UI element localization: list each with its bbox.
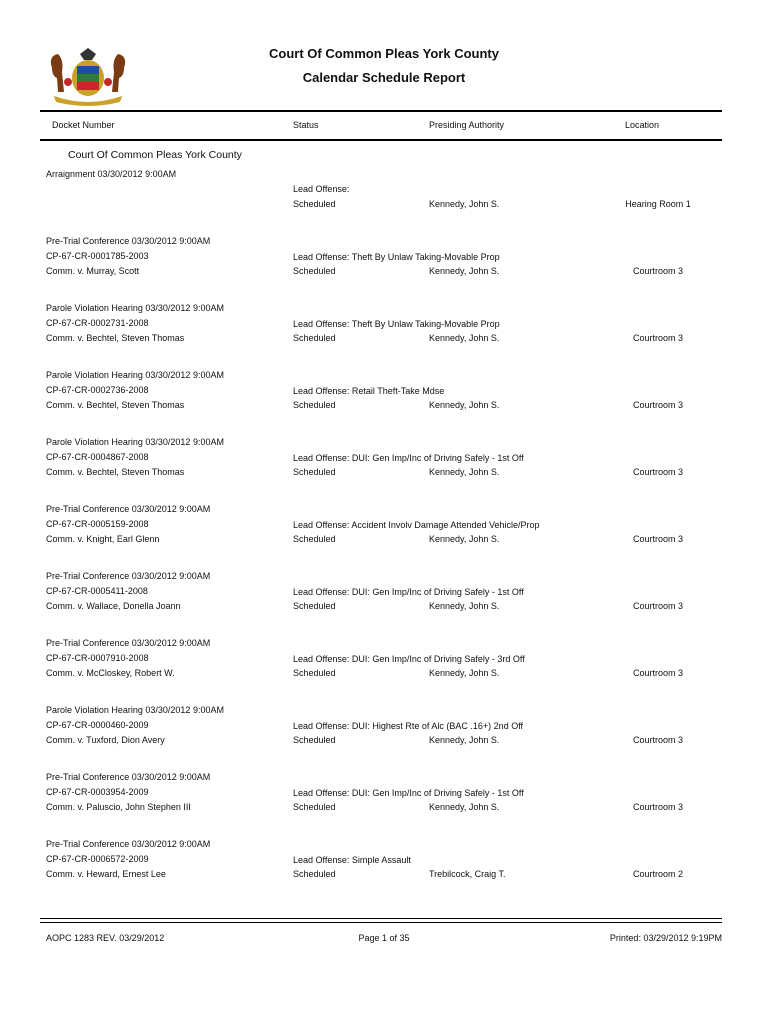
entry-lead-offense: Lead Offense: Theft By Unlaw Taking-Movable Prop (293, 319, 500, 329)
entry-event: Pre-Trial Conference 03/30/2012 9:00AM (46, 772, 211, 782)
entry-lead-offense: Lead Offense: DUI: Gen Imp/Inc of Driving Safely - 1st Off (293, 587, 524, 597)
entry-defendant: Comm. v. McCloskey, Robert W. (46, 668, 175, 678)
entry-presiding-authority: Kennedy, John S. (429, 199, 500, 209)
entry-lead-offense: Lead Offense: (293, 184, 350, 194)
footer-printed-date: Printed: 03/29/2012 9:19PM (609, 933, 722, 943)
entry-status: Scheduled (293, 735, 336, 745)
entry-location: Hearing Room 1 (625, 199, 691, 209)
entry-status: Scheduled (293, 668, 336, 678)
entry-event: Pre-Trial Conference 03/30/2012 9:00AM (46, 839, 211, 849)
entry-status: Scheduled (293, 802, 336, 812)
entry-location: Courtroom 3 (632, 601, 684, 611)
entry-event: Parole Violation Hearing 03/30/2012 9:00AM (46, 303, 224, 313)
entry-status: Scheduled (293, 266, 336, 276)
entry-location: Courtroom 3 (632, 735, 684, 745)
entry-event: Pre-Trial Conference 03/30/2012 9:00AM (46, 638, 211, 648)
entry-docket-number: CP-67-CR-0002736-2008 (46, 385, 149, 395)
entry-lead-offense: Lead Offense: Retail Theft-Take Mdse (293, 386, 445, 396)
entry-defendant: Comm. v. Bechtel, Steven Thomas (46, 467, 185, 477)
entry-lead-offense: Lead Offense: Simple Assault (293, 855, 411, 865)
entry-status: Scheduled (293, 601, 336, 611)
entry-location: Courtroom 3 (632, 400, 684, 410)
entry-presiding-authority: Kennedy, John S. (429, 400, 500, 410)
report-court-title: Court Of Common Pleas York County (269, 46, 499, 61)
entry-defendant: Comm. v. Knight, Earl Glenn (46, 534, 160, 544)
entry-event: Pre-Trial Conference 03/30/2012 9:00AM (46, 236, 211, 246)
entry-presiding-authority: Kennedy, John S. (429, 534, 500, 544)
entry-docket-number: CP-67-CR-0006572-2009 (46, 854, 149, 864)
entry-docket-number: CP-67-CR-0005159-2008 (46, 519, 149, 529)
footer-rule-1 (40, 918, 722, 919)
entry-status: Scheduled (293, 400, 336, 410)
entry-event: Arraignment 03/30/2012 9:00AM (46, 169, 177, 179)
entry-presiding-authority: Trebilcock, Craig T. (429, 869, 506, 879)
entry-location: Courtroom 3 (632, 266, 684, 276)
entry-location: Courtroom 3 (632, 534, 684, 544)
entry-lead-offense: Lead Offense: DUI: Highest Rte of Alc (BAC .16+) 2nd Off (293, 721, 524, 731)
entry-presiding-authority: Kennedy, John S. (429, 668, 500, 678)
entry-lead-offense: Lead Offense: DUI: Gen Imp/Inc of Driving Safely - 3rd Off (293, 654, 525, 664)
column-header-location: Location (625, 120, 660, 130)
entry-location: Courtroom 3 (632, 333, 684, 343)
entry-docket-number: CP-67-CR-0000460-2009 (46, 720, 149, 730)
entry-lead-offense: Lead Offense: Accident Involv Damage Attended Vehicle/Prop (293, 520, 540, 530)
court-section-heading: Court Of Common Pleas York County (68, 149, 242, 161)
entry-status: Scheduled (293, 333, 336, 343)
entry-presiding-authority: Kennedy, John S. (429, 266, 500, 276)
entry-defendant: Comm. v. Wallace, Donella Joann (46, 601, 181, 611)
entry-presiding-authority: Kennedy, John S. (429, 601, 500, 611)
entry-docket-number: CP-67-CR-0003954-2009 (46, 787, 149, 797)
entry-docket-number: CP-67-CR-0007910-2008 (46, 653, 149, 663)
entry-defendant: Comm. v. Bechtel, Steven Thomas (46, 333, 185, 343)
entry-defendant: Comm. v. Paluscio, John Stephen III (46, 802, 191, 812)
entry-event: Parole Violation Hearing 03/30/2012 9:00AM (46, 437, 224, 447)
entry-location: Courtroom 3 (632, 668, 684, 678)
report-title: Calendar Schedule Report (302, 70, 466, 85)
entry-docket-number: CP-67-CR-0002731-2008 (46, 318, 149, 328)
entry-docket-number: CP-67-CR-0005411-2008 (46, 586, 148, 596)
footer-rule-2 (40, 922, 722, 923)
entry-status: Scheduled (293, 534, 336, 544)
entry-event: Parole Violation Hearing 03/30/2012 9:00AM (46, 705, 224, 715)
entry-status: Scheduled (293, 869, 336, 879)
entry-event: Parole Violation Hearing 03/30/2012 9:00AM (46, 370, 224, 380)
entry-docket-number: CP-67-CR-0004867-2008 (46, 452, 149, 462)
entry-presiding-authority: Kennedy, John S. (429, 735, 500, 745)
entry-status: Scheduled (293, 467, 336, 477)
footer-page-number: Page 1 of 35 (358, 933, 410, 943)
entry-location: Courtroom 2 (632, 869, 684, 879)
entry-presiding-authority: Kennedy, John S. (429, 467, 500, 477)
entry-lead-offense: Lead Offense: Theft By Unlaw Taking-Movable Prop (293, 252, 500, 262)
entry-lead-offense: Lead Offense: DUI: Gen Imp/Inc of Driving Safely - 1st Off (293, 788, 524, 798)
column-header-docket: Docket Number (52, 120, 115, 130)
entry-event: Pre-Trial Conference 03/30/2012 9:00AM (46, 504, 211, 514)
column-header-status: Status (293, 120, 319, 130)
entry-lead-offense: Lead Offense: DUI: Gen Imp/Inc of Driving Safely - 1st Off (293, 453, 524, 463)
entry-docket-number: CP-67-CR-0001785-2003 (46, 251, 149, 261)
entry-event: Pre-Trial Conference 03/30/2012 9:00AM (46, 571, 211, 581)
entry-status: Scheduled (293, 199, 336, 209)
header-rule-top (40, 110, 722, 112)
entry-defendant: Comm. v. Bechtel, Steven Thomas (46, 400, 185, 410)
entry-defendant: Comm. v. Tuxford, Dion Avery (46, 735, 165, 745)
entry-location: Courtroom 3 (632, 802, 684, 812)
column-header-authority: Presiding Authority (429, 120, 505, 130)
entry-defendant: Comm. v. Murray, Scott (46, 266, 140, 276)
entry-defendant: Comm. v. Heward, Ernest Lee (46, 869, 166, 879)
entry-location: Courtroom 3 (632, 467, 684, 477)
header-rule-bottom (40, 139, 722, 141)
entry-presiding-authority: Kennedy, John S. (429, 333, 500, 343)
footer-form-number: AOPC 1283 REV. 03/29/2012 (46, 933, 165, 943)
entry-presiding-authority: Kennedy, John S. (429, 802, 500, 812)
